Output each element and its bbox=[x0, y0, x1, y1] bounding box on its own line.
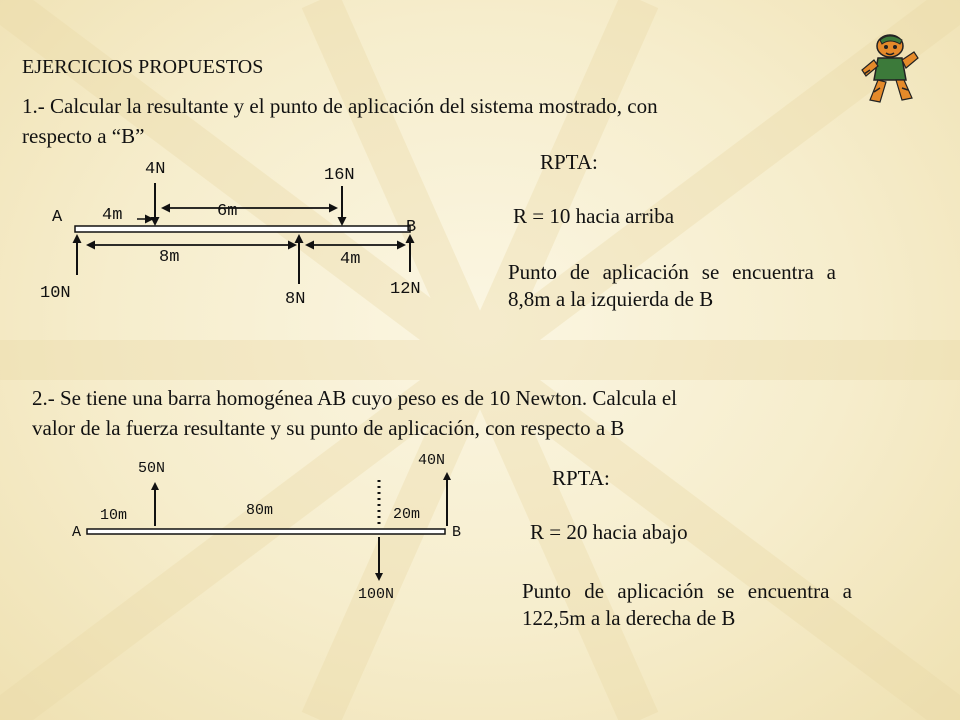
problem2-text-line1: 2.- Se tiene una barra homogénea AB cuyo peso es de 10 Newton. Calcula el bbox=[32, 386, 677, 410]
point-a2-label: A bbox=[72, 524, 82, 541]
dim-10m-label: 10m bbox=[100, 507, 128, 524]
problem1-text-line2: respecto a “B” bbox=[22, 124, 145, 148]
problem1-text-line1: 1.- Calcular la resultante y el punto de aplicación del sistema mostrado, con bbox=[22, 94, 658, 118]
heading: EJERCICIOS PROPUESTOS bbox=[22, 56, 264, 78]
dim-20m-label: 20m bbox=[393, 506, 421, 523]
problem2-answer-label: RPTA: bbox=[552, 466, 610, 490]
point-b-label: B bbox=[406, 218, 417, 237]
problem2-bar bbox=[87, 529, 445, 534]
force-16n-label: 16N bbox=[324, 166, 355, 185]
force-4n-label: 4N bbox=[145, 160, 166, 179]
force-50n-label: 50N bbox=[138, 460, 166, 477]
force-40n-label: 40N bbox=[418, 452, 446, 469]
dim-4m-top-label: 4m bbox=[102, 206, 123, 225]
problem2-answer-point: Punto de aplicación se encuentra a 122,5m a la derecha de B bbox=[522, 579, 852, 630]
dim-80m-label: 80m bbox=[246, 502, 274, 519]
problem1-answer-point: Punto de aplicación se encuentra a 8,8m a la izquierda de B bbox=[508, 260, 836, 311]
problem2-text-line2: valor de la fuerza resultante y su punto de aplicación, con respecto a B bbox=[32, 416, 625, 440]
problem2-answer-r: R = 20 hacia abajo bbox=[530, 520, 688, 544]
force-100n-label: 100N bbox=[358, 586, 395, 603]
dim-4m-bottom-label: 4m bbox=[340, 250, 361, 269]
dim-8m-label: 8m bbox=[159, 248, 180, 267]
point-b2-label: B bbox=[452, 524, 462, 541]
point-a-label: A bbox=[52, 208, 63, 227]
problem1-answer-r: R = 10 hacia arriba bbox=[513, 204, 675, 228]
force-12n-label: 12N bbox=[390, 280, 421, 299]
problem1-answer-label: RPTA: bbox=[540, 150, 598, 174]
force-8n-label: 8N bbox=[285, 290, 306, 309]
dim-6m-label: 6m bbox=[217, 202, 238, 221]
force-10n-label: 10N bbox=[40, 284, 71, 303]
